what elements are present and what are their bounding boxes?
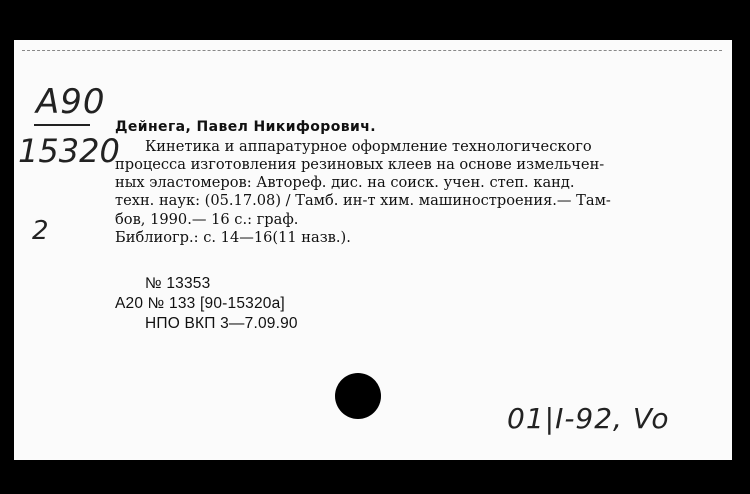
registry-line: НПО ВКП 3—7.09.90: [145, 315, 298, 332]
handwritten-signature: 01|I-92, Vo: [507, 402, 670, 435]
call-number-underline: [34, 124, 90, 126]
record-line-3: ных эластомеров: Автореф. дис. на соиск. учен. степ. канд.: [115, 174, 575, 191]
record-line-4: техн. наук: (05.17.08) / Тамб. ин-т хим. машиностроения.— Там-: [115, 192, 611, 209]
dotted-rule: [22, 50, 722, 51]
bibliography-line: Библиогр.: с. 14—16(11 назв.).: [115, 229, 351, 246]
record-line-2: процесса изготовления резиновых клеев на основе измельчен-: [115, 156, 605, 173]
inventory-line: А20 № 133 [90-15320а]: [115, 295, 285, 312]
call-number-bottom: 15320: [18, 132, 120, 170]
handwritten-mark: 2: [32, 216, 49, 246]
record-line-1: Кинетика и аппаратурное оформление технологического: [145, 138, 592, 155]
record-line-5: бов, 1990.— 16 с.: граф.: [115, 211, 299, 228]
author-heading: Дейнега, Павел Никифорович.: [115, 119, 376, 135]
call-number-top: А90: [36, 82, 106, 122]
punch-hole: [335, 373, 381, 419]
record-number: № 13353: [145, 275, 211, 292]
